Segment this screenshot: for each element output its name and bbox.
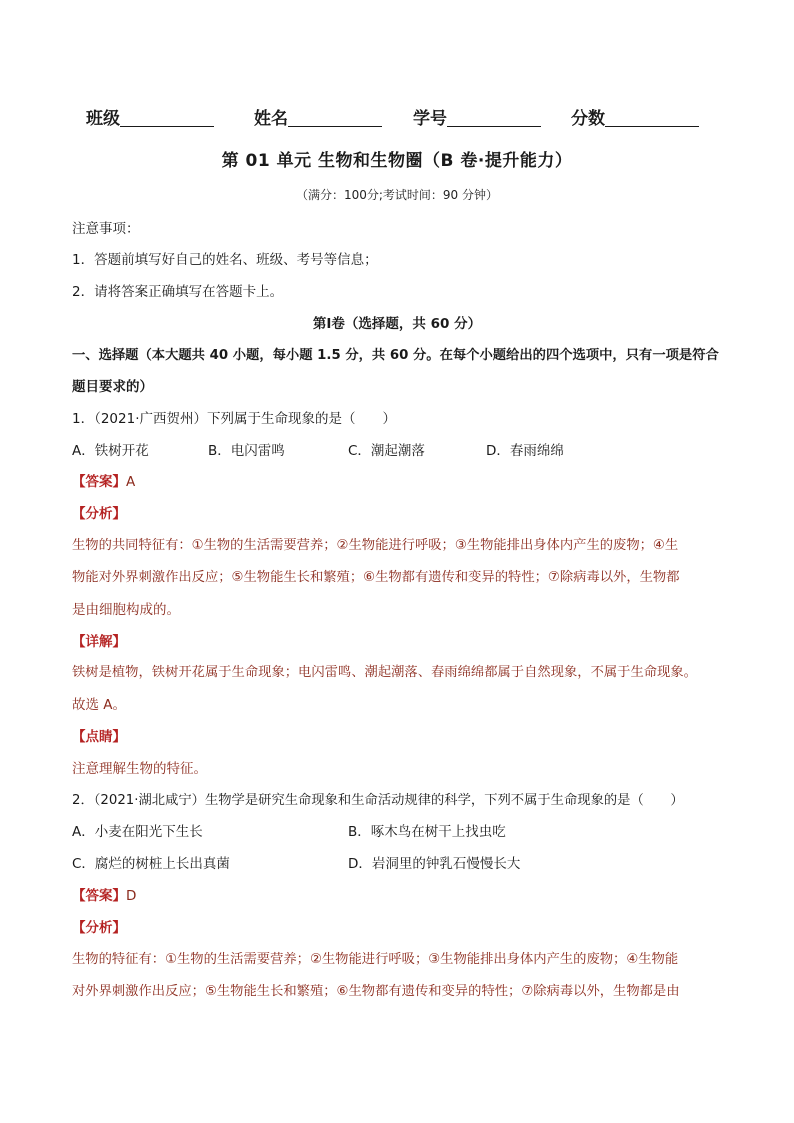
option-c[interactable]: C．潮起潮落	[348, 443, 425, 459]
answer-label: 【答案】	[72, 888, 126, 904]
option-a[interactable]: A．小麦在阳光下生长	[72, 824, 203, 840]
analysis-text: 物能对外界刺激作出反应；⑤生物能生长和繁殖；⑥生物都有遗传和变异的特性；⑦除病毒以外，生物都	[72, 570, 680, 585]
section-heading: 一、选择题（本大题共 40 小题，每小题 1.5 分，共 60 分。在每个小题给出的四个选项中，只有一项是符合	[72, 348, 719, 363]
score-blank[interactable]	[605, 106, 699, 127]
id-blank[interactable]	[447, 106, 541, 127]
name-blank[interactable]	[288, 106, 382, 127]
note-item: 2．请将答案正确填写在答题卡上。	[72, 284, 284, 300]
id-field	[413, 104, 541, 129]
analysis-label: 【分析】	[72, 920, 126, 936]
answer-row	[72, 886, 732, 906]
option-b[interactable]: B．电闪雷鸣	[208, 443, 285, 459]
answer-row	[72, 472, 732, 492]
detail-text: 故选 A。	[72, 697, 127, 713]
detail-label: 【详解】	[72, 634, 126, 650]
analysis-text: 生物的特征有：①生物的生活需要营养；②生物能进行呼吸；③生物能排出身体内产生的废物；④生物能	[72, 952, 679, 967]
analysis-text: 生物的共同特征有：①生物的生活需要营养；②生物能进行呼吸；③生物能排出身体内产生的废物；④生	[72, 538, 679, 553]
answer-value: D	[126, 888, 137, 904]
class-field	[86, 104, 214, 129]
note-item: 1．答题前填写好自己的姓名、班级、考号等信息；	[72, 252, 378, 268]
analysis-text: 是由细胞构成的。	[72, 602, 180, 618]
name-label: 姓名	[254, 109, 288, 129]
question-options	[72, 822, 732, 842]
question-stem: 2．（2021·湖北咸宁）生物学是研究生命现象和生命活动规律的科学，下列不属于生命现象的是（ ）	[72, 793, 684, 808]
class-label: 班级	[86, 109, 120, 129]
analysis-text: 对外界刺激作出反应；⑤生物能生长和繁殖；⑥生物都有遗传和变异的特性；⑦除病毒以外，生物都是由	[72, 984, 680, 999]
name-field	[254, 104, 382, 129]
score-label: 分数	[571, 109, 605, 129]
analysis-label: 【分析】	[72, 506, 126, 522]
option-d[interactable]: D．春雨绵绵	[486, 443, 564, 459]
answer-label: 【答案】	[72, 474, 126, 490]
comment-text: 注意理解生物的特征。	[72, 761, 207, 777]
id-label: 学号	[413, 109, 447, 129]
comment-label: 【点睛】	[72, 729, 126, 745]
question-options	[72, 854, 732, 874]
question-options	[72, 441, 732, 461]
option-d[interactable]: D．岩洞里的钟乳石慢慢长大	[348, 856, 521, 872]
answer-value: A	[126, 474, 136, 490]
exam-meta: （满分：100分;考试时间：90 分钟）	[295, 188, 499, 202]
student-info-row	[86, 104, 726, 132]
option-b[interactable]: B．啄木鸟在树干上找虫吃	[348, 824, 506, 840]
score-field	[571, 104, 699, 129]
question-stem: 1．（2021·广西贺州）下列属于生命现象的是（ ）	[72, 411, 396, 427]
class-blank[interactable]	[120, 106, 214, 127]
detail-text: 铁树是植物，铁树开花属于生命现象；电闪雷鸣、潮起潮落、春雨绵绵都属于自然现象，不属于生命现象。	[72, 665, 697, 680]
page-title: 第 01 单元 生物和生物圈（B 卷·提升能力）	[221, 151, 573, 171]
volume-title: 第Ⅰ卷（选择题，共 60 分）	[312, 316, 482, 332]
section-heading-cont: 题目要求的）	[72, 379, 153, 395]
option-a[interactable]: A．铁树开花	[72, 443, 149, 459]
option-c[interactable]: C．腐烂的树桩上长出真菌	[72, 856, 230, 872]
notes-heading: 注意事项：	[72, 221, 140, 237]
